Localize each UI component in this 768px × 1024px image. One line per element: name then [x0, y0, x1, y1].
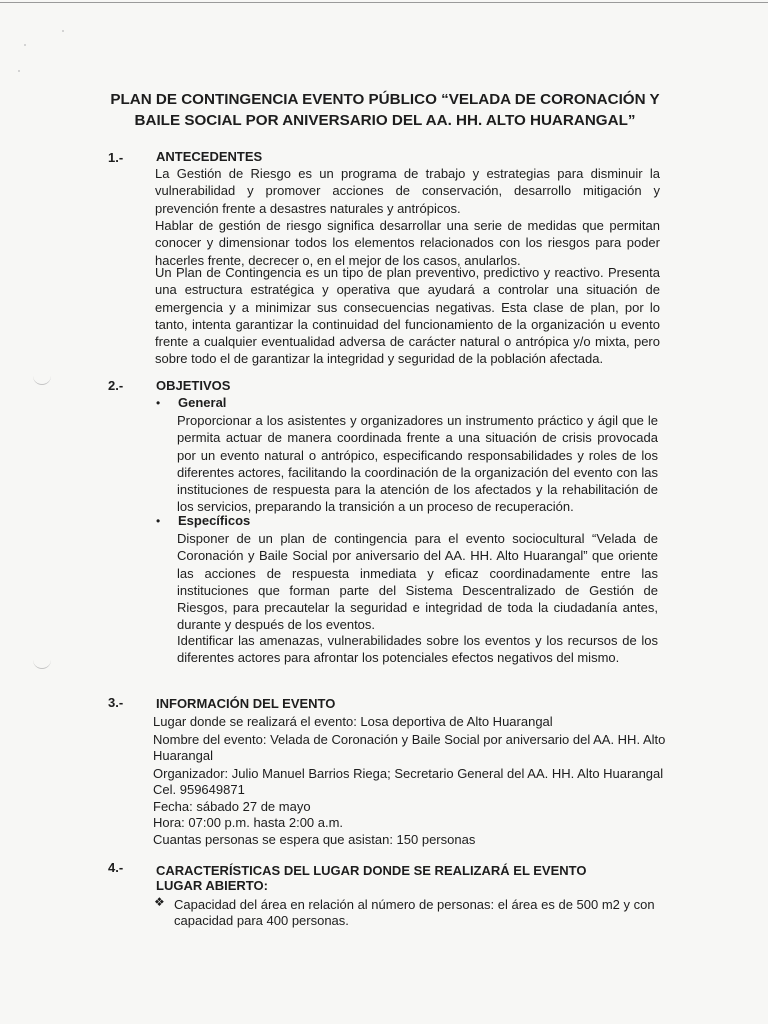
section-1-paragraph-1: La Gestión de Riesgo es un programa de trabajo y estrategias para disminuir la vulnerabilidad y promover acciones de conservación, desarrollo mitigación y prevención frente a desastres naturales y antrópicos.: [155, 166, 660, 216]
section-4-number: 4.-: [108, 860, 124, 875]
title-line-2: BAILE SOCIAL POR ANIVERSARIO DEL AA. HH. ALTO HUARANGAL”: [134, 112, 636, 129]
event-time: Hora: 07:00 p.m. hasta 2:00 a.m.: [153, 815, 344, 830]
section-2-number: 2.-: [108, 378, 124, 393]
document-title: [100, 89, 670, 131]
specific-heading: Específicos: [178, 513, 251, 528]
punch-hole-mark: [33, 658, 51, 669]
specific-objective-1: Disponer de un plan de contingencia para el evento sociocultural “Velada de Coronación y Baile Social por aniversario del AA. HH. Alto Huarangal” que oriente las acciones de respuesta inmediata y eficaz coordinadamente entre las instituciones que forman parte del Sistema Descentralizado de Gestión de Riesgos, para precautelar la seguridad e integridad de toda la ciudadanía antes, durante y después de los eventos.: [177, 531, 658, 633]
title-line-1: PLAN DE CONTINGENCIA EVENTO PÚBLICO “VELADA DE CORONACIÓN Y: [110, 91, 660, 108]
section-1-paragraph-2: Hablar de gestión de riesgo significa desarrollar una serie de medidas que permitan conocer y dimensionar todos los elementos relacionados con los riesgos para poder hacerles frente, decrecer o, en el mejor de los casos, anularlos.: [155, 218, 660, 268]
specific-objective-2: Identificar las amenazas, vulnerabilidades sobre los eventos y los recursos de los diferentes actores para afrontar los potenciales efectos negativos del mismo.: [177, 633, 658, 666]
event-organizer: Organizador: Julio Manuel Barrios Riega; Secretario General del AA. HH. Alto Huarangal: [153, 766, 664, 781]
section-4-heading: CARACTERÍSTICAS DEL LUGAR DONDE SE REALIZARÁ EL EVENTO: [156, 863, 587, 878]
section-1-number: 1.-: [108, 150, 124, 165]
scan-edge-line: [0, 2, 768, 3]
section-2-heading: OBJETIVOS: [156, 378, 231, 393]
diamond-bullet-icon: ❖: [154, 895, 165, 909]
punch-hole-mark: [33, 374, 51, 385]
general-heading: General: [178, 395, 227, 410]
section-3-heading: INFORMACIÓN DEL EVENTO: [156, 696, 336, 711]
bullet-general: •: [156, 396, 161, 410]
capacity-line-1: Capacidad del área en relación al número de personas: el área es de 500 m2 y con: [174, 897, 655, 912]
expected-attendance: Cuantas personas se espera que asistan: 150 personas: [153, 832, 476, 847]
organizer-phone: Cel. 959649871: [153, 782, 245, 797]
event-name-line-2: Huarangal: [153, 748, 213, 763]
scan-speck: [24, 44, 26, 46]
open-place-subheading: LUGAR ABIERTO:: [156, 878, 268, 893]
section-1-heading: ANTECEDENTES: [156, 149, 263, 164]
event-location: Lugar donde se realizará el evento: Losa deportiva de Alto Huarangal: [153, 714, 553, 729]
section-1-paragraph-3: Un Plan de Contingencia es un tipo de plan preventivo, predictivo y reactivo. Presenta una estructura estratégica y operativa que ayudará a controlar una situación de emergencia y a minimizar sus consecuencias negativas. Esta clase de plan, por lo tanto, intenta garantizar la continuidad del funcionamiento de la organización u evento frente a cualquier eventualidad adversa de carácter natural o antrópica y/o mixta, pero sobre todo el de garantizar la integridad y seguridad de la población afectada.: [155, 265, 660, 367]
scan-speck: [18, 70, 20, 72]
event-name-line-1: Nombre del evento: Velada de Coronación y Baile Social por aniversario del AA. HH. Alto: [153, 732, 666, 747]
bullet-specific: •: [156, 514, 161, 528]
general-objective-text: Proporcionar a los asistentes y organizadores un instrumento práctico y ágil que le permita actuar de manera coordinada frente a una situación de crisis provocada por un evento natural o antrópico, especificando responsabilidades y roles de los diferentes actores, facilitando la coordinación de la organización del evento con las instituciones de respuesta para la atención de los afectados y la rehabilitación de los servicios, preparando la transición a un proceso de recuperación.: [177, 413, 658, 515]
section-3-number: 3.-: [108, 695, 124, 710]
capacity-line-2: capacidad para 400 personas.: [174, 913, 349, 928]
scan-speck: [62, 30, 64, 32]
event-date: Fecha: sábado 27 de mayo: [153, 799, 311, 814]
